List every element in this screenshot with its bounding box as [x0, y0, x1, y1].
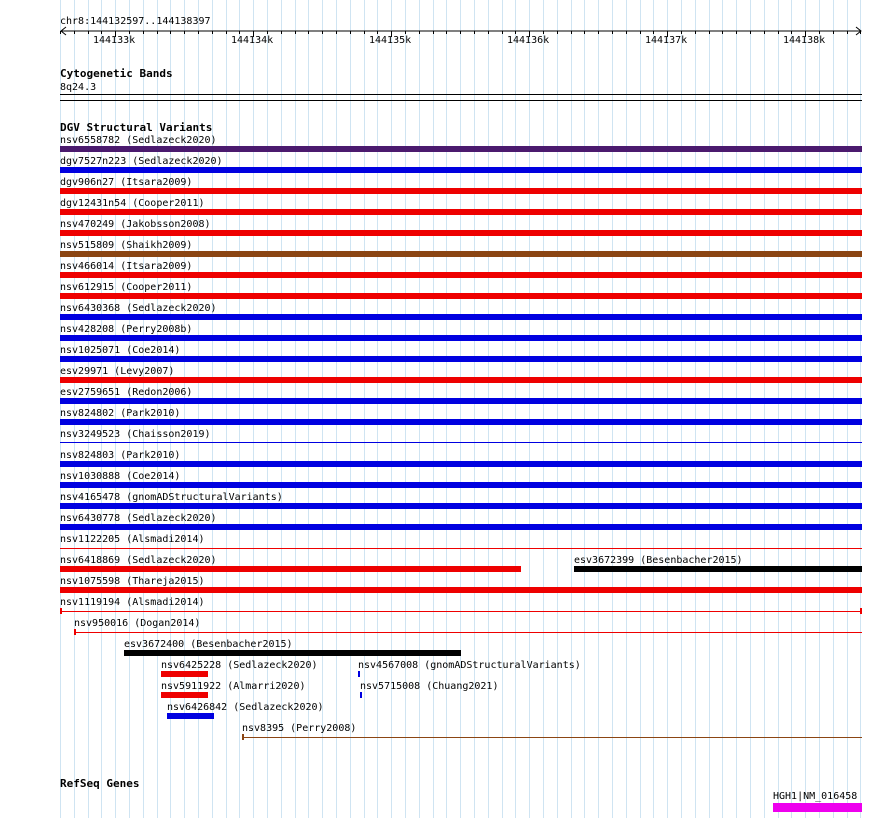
feature-label: esv3672399 (Besenbacher2015) — [574, 555, 743, 566]
feature-label: nsv1025071 (Coe2014) — [60, 345, 181, 356]
feature-bar[interactable] — [74, 632, 862, 633]
feature-bar[interactable] — [161, 692, 208, 698]
refseq-track-title[interactable]: RefSeq Genes — [60, 777, 140, 790]
feature-bar[interactable] — [360, 692, 362, 698]
feature-label: nsv4567008 (gnomADStructuralVariants) — [358, 660, 581, 671]
feature-label: nsv6426842 (Sedlazeck2020) — [167, 702, 324, 713]
feature-end-tick — [60, 608, 62, 614]
dgv-track-title[interactable]: DGV Structural Variants — [60, 121, 213, 134]
feature-label: nsv5911922 (Almarri2020) — [161, 681, 306, 692]
feature-label: esv2759651 (Redon2006) — [60, 387, 193, 398]
feature-bar[interactable] — [60, 611, 862, 612]
feature-label: nsv950016 (Dogan2014) — [74, 618, 201, 629]
feature-bar[interactable] — [60, 587, 862, 593]
feature-label: dgv7527n223 (Sedlazeck2020) — [60, 156, 223, 167]
feature-bar[interactable] — [60, 314, 862, 320]
ruler-tick-label: 144134k — [231, 35, 274, 46]
feature-bar[interactable] — [60, 548, 862, 549]
track-separator — [60, 100, 862, 101]
feature-label: nsv1119194 (Alsmadi2014) — [60, 597, 205, 608]
feature-label: nsv470249 (Jakobsson2008) — [60, 219, 211, 230]
feature-label: esv29971 (Levy2007) — [60, 366, 175, 377]
ruler-tick-label: 144136k — [507, 35, 550, 46]
feature-bar[interactable] — [242, 737, 862, 738]
feature-end-tick — [860, 608, 862, 614]
feature-bar[interactable] — [60, 419, 862, 425]
feature-bar[interactable] — [60, 482, 862, 488]
feature-bar[interactable] — [60, 398, 862, 404]
feature-bar[interactable] — [161, 671, 208, 677]
gene-bar[interactable] — [773, 803, 862, 812]
feature-bar[interactable] — [60, 524, 862, 530]
feature-label: nsv612915 (Cooper2011) — [60, 282, 193, 293]
feature-bar[interactable] — [60, 442, 862, 443]
feature-bar[interactable] — [60, 230, 862, 236]
feature-bar[interactable] — [60, 146, 862, 152]
feature-label: dgv12431n54 (Cooper2011) — [60, 198, 205, 209]
ruler-tick-label: 144133k — [93, 35, 136, 46]
feature-label: nsv8395 (Perry2008) — [242, 723, 357, 734]
feature-label: esv3672400 (Besenbacher2015) — [124, 639, 293, 650]
feature-label: nsv1122205 (Alsmadi2014) — [60, 534, 205, 545]
feature-label: nsv6418869 (Sedlazeck2020) — [60, 555, 217, 566]
feature-label: nsv466014 (Itsara2009) — [60, 261, 193, 272]
feature-bar[interactable] — [60, 167, 862, 173]
feature-bar[interactable] — [60, 272, 862, 278]
feature-label: nsv515809 (Shaikh2009) — [60, 240, 193, 251]
feature-label: nsv6425228 (Sedlazeck2020) — [161, 660, 318, 671]
feature-label: nsv6558782 (Sedlazeck2020) — [60, 135, 217, 146]
location-label: chr8:144132597..144138397 — [60, 16, 211, 27]
feature-label: nsv6430368 (Sedlazeck2020) — [60, 303, 217, 314]
feature-label: nsv428208 (Perry2008b) — [60, 324, 193, 335]
cytoband-label: 8q24.3 — [60, 82, 97, 93]
feature-bar[interactable] — [124, 650, 461, 656]
feature-bar[interactable] — [167, 713, 214, 719]
ruler-tick-label: 144137k — [645, 35, 688, 46]
feature-label: nsv824802 (Park2010) — [60, 408, 181, 419]
feature-label: nsv1030888 (Coe2014) — [60, 471, 181, 482]
feature-label: dgv906n27 (Itsara2009) — [60, 177, 193, 188]
cytoband-track-title[interactable]: Cytogenetic Bands — [60, 67, 173, 80]
cytoband-band[interactable] — [60, 94, 862, 95]
feature-bar[interactable] — [60, 461, 862, 467]
feature-bar[interactable] — [60, 377, 862, 383]
feature-bar[interactable] — [60, 293, 862, 299]
feature-label: nsv4165478 (gnomADStructuralVariants) — [60, 492, 283, 503]
feature-bar[interactable] — [60, 251, 862, 257]
feature-end-tick — [74, 629, 76, 635]
feature-bar[interactable] — [574, 566, 862, 572]
feature-bar[interactable] — [358, 671, 360, 677]
feature-bar[interactable] — [60, 209, 862, 215]
feature-end-tick — [242, 734, 244, 740]
feature-bar[interactable] — [60, 335, 862, 341]
feature-bar[interactable] — [60, 566, 521, 572]
feature-bar[interactable] — [60, 356, 862, 362]
feature-label: nsv6430778 (Sedlazeck2020) — [60, 513, 217, 524]
feature-bar[interactable] — [60, 188, 862, 194]
ruler-tick-label: 144135k — [369, 35, 412, 46]
feature-label: nsv3249523 (Chaisson2019) — [60, 429, 211, 440]
ruler-tick-label: 144138k — [783, 35, 826, 46]
feature-label: nsv1075598 (Thareja2015) — [60, 576, 205, 587]
feature-label: nsv5715008 (Chuang2021) — [360, 681, 499, 692]
gene-label: HGH1|NM_016458 — [773, 791, 858, 802]
feature-bar[interactable] — [60, 503, 862, 509]
feature-label: nsv824803 (Park2010) — [60, 450, 181, 461]
